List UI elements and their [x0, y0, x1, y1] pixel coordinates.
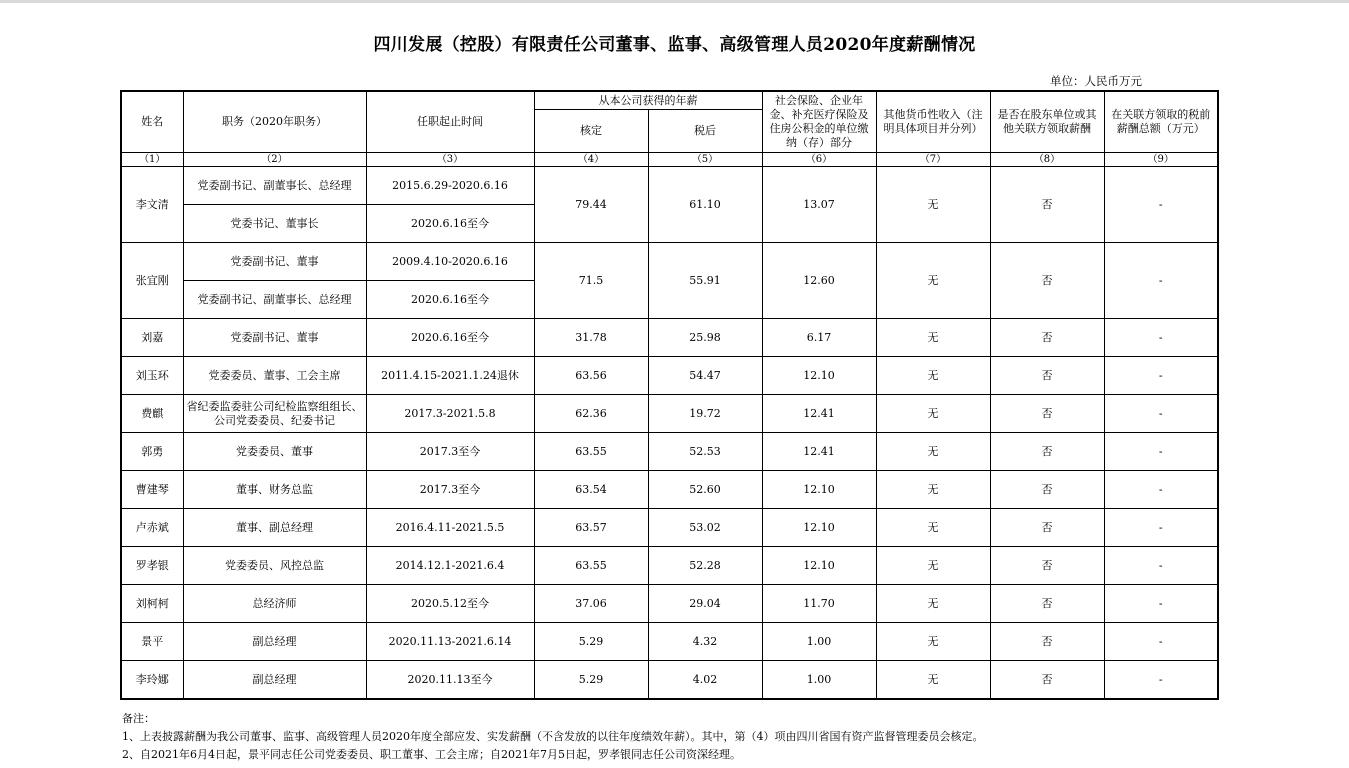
- notes: [122, 710, 1322, 764]
- term-cell: 2015.6.29-2020.6.16: [366, 167, 534, 205]
- social-cell: 12.10: [762, 547, 876, 585]
- term-cell: 2017.3-2021.5.8: [366, 395, 534, 433]
- other-income-cell: 无: [876, 585, 990, 623]
- page-title: 四川发展（控股）有限责任公司董事、监事、高级管理人员2020年度薪酬情况: [373, 35, 976, 55]
- social-cell: 1.00: [762, 661, 876, 700]
- related-pay-cell: -: [1104, 395, 1218, 433]
- related-pay-cell: -: [1104, 585, 1218, 623]
- notes-label: 备注：: [122, 712, 155, 725]
- position-cell: 党委委员、风控总监: [183, 547, 366, 585]
- header-related-pay: 在关联方领取的税前薪酬总额（万元）: [1104, 91, 1218, 153]
- header-shareholder-pay: 是否在股东单位或其他关联方领取薪酬: [990, 91, 1104, 153]
- term-cell: 2017.3至今: [366, 433, 534, 471]
- table-row: [121, 585, 1218, 623]
- after-tax-cell: 52.60: [648, 471, 762, 509]
- position-cell: 党委副书记、副董事长、总经理: [183, 167, 366, 205]
- related-pay-cell: -: [1104, 471, 1218, 509]
- name-cell: 李玲娜: [121, 661, 183, 700]
- index-cell: （3）: [366, 153, 534, 167]
- social-cell: 12.10: [762, 509, 876, 547]
- after-tax-cell: 52.28: [648, 547, 762, 585]
- shareholder-pay-cell: 否: [990, 167, 1104, 243]
- after-tax-cell: 4.32: [648, 623, 762, 661]
- header-name: 姓名: [121, 91, 183, 153]
- note-item-1: 1、上表披露薪酬为我公司董事、监事、高级管理人员2020年度全部应发、实发薪酬（不含发放的以往年度绩效年薪）。其中，第（4）项由四川省国有资产监督管理委员会核定。: [122, 730, 984, 743]
- position-cell: 党委委员、董事、工会主席: [183, 357, 366, 395]
- table-row: [121, 395, 1218, 433]
- other-income-cell: 无: [876, 661, 990, 700]
- shareholder-pay-cell: 否: [990, 471, 1104, 509]
- term-cell: 2020.6.16至今: [366, 205, 534, 243]
- position-cell: 董事、财务总监: [183, 471, 366, 509]
- other-income-cell: 无: [876, 243, 990, 319]
- after-tax-cell: 19.72: [648, 395, 762, 433]
- position-cell: 总经济师: [183, 585, 366, 623]
- name-cell: 景平: [121, 623, 183, 661]
- name-cell: 刘柯柯: [121, 585, 183, 623]
- term-cell: 2020.6.16至今: [366, 319, 534, 357]
- header-after-tax: 税后: [648, 110, 762, 153]
- other-income-cell: 无: [876, 509, 990, 547]
- index-cell: （9）: [1104, 153, 1218, 167]
- related-pay-cell: -: [1104, 547, 1218, 585]
- unit-label: 单位：人民币万元: [1050, 74, 1142, 88]
- after-tax-cell: 61.10: [648, 167, 762, 243]
- position-cell: 副总经理: [183, 661, 366, 700]
- top-border: [0, 0, 1349, 3]
- header-term: 任职起止时间: [366, 91, 534, 153]
- social-cell: 6.17: [762, 319, 876, 357]
- name-cell: 费麒: [121, 395, 183, 433]
- after-tax-cell: 4.02: [648, 661, 762, 700]
- approved-cell: 63.55: [534, 547, 648, 585]
- related-pay-cell: -: [1104, 623, 1218, 661]
- index-cell: （5）: [648, 153, 762, 167]
- social-cell: 11.70: [762, 585, 876, 623]
- term-cell: 2009.4.10-2020.6.16: [366, 243, 534, 281]
- related-pay-cell: -: [1104, 661, 1218, 700]
- related-pay-cell: -: [1104, 509, 1218, 547]
- position-cell: 党委委员、董事: [183, 433, 366, 471]
- other-income-cell: 无: [876, 167, 990, 243]
- after-tax-cell: 29.04: [648, 585, 762, 623]
- table-row: [121, 433, 1218, 471]
- shareholder-pay-cell: 否: [990, 433, 1104, 471]
- index-cell: （2）: [183, 153, 366, 167]
- social-cell: 12.60: [762, 243, 876, 319]
- position-cell: 省纪委监委驻公司纪检监察组组长、公司党委委员、纪委书记: [183, 395, 366, 433]
- other-income-cell: 无: [876, 623, 990, 661]
- approved-cell: 37.06: [534, 585, 648, 623]
- header-approved: 核定: [534, 110, 648, 153]
- after-tax-cell: 25.98: [648, 319, 762, 357]
- shareholder-pay-cell: 否: [990, 319, 1104, 357]
- shareholder-pay-cell: 否: [990, 547, 1104, 585]
- approved-cell: 63.55: [534, 433, 648, 471]
- after-tax-cell: 55.91: [648, 243, 762, 319]
- header-other-income: 其他货币性收入（注明具体项目并分列）: [876, 91, 990, 153]
- other-income-cell: 无: [876, 547, 990, 585]
- related-pay-cell: -: [1104, 319, 1218, 357]
- name-cell: 刘嘉: [121, 319, 183, 357]
- shareholder-pay-cell: 否: [990, 509, 1104, 547]
- position-cell: 党委副书记、董事: [183, 243, 366, 281]
- after-tax-cell: 52.53: [648, 433, 762, 471]
- position-cell: 党委副书记、副董事长、总经理: [183, 281, 366, 319]
- index-cell: （4）: [534, 153, 648, 167]
- position-cell: 党委书记、董事长: [183, 205, 366, 243]
- note-item-2: 2、自2021年6月4日起，景平同志任公司党委委员、职工董事、工会主席；自2021年7月5日起，罗孝银同志任公司资深经理。: [122, 748, 741, 761]
- other-income-cell: 无: [876, 357, 990, 395]
- table-row: [121, 661, 1218, 700]
- approved-cell: 79.44: [534, 167, 648, 243]
- social-cell: 1.00: [762, 623, 876, 661]
- term-cell: 2014.12.1-2021.6.4: [366, 547, 534, 585]
- table-row: [121, 167, 1218, 205]
- approved-cell: 63.54: [534, 471, 648, 509]
- term-cell: 2020.6.16至今: [366, 281, 534, 319]
- index-row: [121, 153, 1218, 167]
- shareholder-pay-cell: 否: [990, 585, 1104, 623]
- related-pay-cell: -: [1104, 357, 1218, 395]
- name-cell: 卢赤斌: [121, 509, 183, 547]
- table-row: [121, 471, 1218, 509]
- name-cell: 李文清: [121, 167, 183, 243]
- table-row: [121, 509, 1218, 547]
- header-position: 职务（2020年职务）: [183, 91, 366, 153]
- name-cell: 张宜刚: [121, 243, 183, 319]
- term-cell: 2020.11.13-2021.6.14: [366, 623, 534, 661]
- name-cell: 曹建琴: [121, 471, 183, 509]
- term-cell: 2020.11.13至今: [366, 661, 534, 700]
- related-pay-cell: -: [1104, 433, 1218, 471]
- approved-cell: 31.78: [534, 319, 648, 357]
- index-cell: （8）: [990, 153, 1104, 167]
- table-row: [121, 623, 1218, 661]
- position-cell: 党委副书记、董事: [183, 319, 366, 357]
- after-tax-cell: 53.02: [648, 509, 762, 547]
- salary-table: [120, 90, 1219, 700]
- shareholder-pay-cell: 否: [990, 357, 1104, 395]
- related-pay-cell: -: [1104, 243, 1218, 319]
- index-cell: （6）: [762, 153, 876, 167]
- approved-cell: 63.56: [534, 357, 648, 395]
- table-row: [121, 357, 1218, 395]
- approved-cell: 63.57: [534, 509, 648, 547]
- index-cell: （7）: [876, 153, 990, 167]
- approved-cell: 62.36: [534, 395, 648, 433]
- header-annual-pay: 从本公司获得的年薪: [534, 91, 762, 110]
- after-tax-cell: 54.47: [648, 357, 762, 395]
- position-cell: 董事、副总经理: [183, 509, 366, 547]
- shareholder-pay-cell: 否: [990, 395, 1104, 433]
- social-cell: 12.10: [762, 357, 876, 395]
- social-cell: 13.07: [762, 167, 876, 243]
- name-cell: 罗孝银: [121, 547, 183, 585]
- term-cell: 2017.3至今: [366, 471, 534, 509]
- approved-cell: 71.5: [534, 243, 648, 319]
- approved-cell: 5.29: [534, 661, 648, 700]
- term-cell: 2016.4.11-2021.5.5: [366, 509, 534, 547]
- shareholder-pay-cell: 否: [990, 623, 1104, 661]
- other-income-cell: 无: [876, 319, 990, 357]
- table-row: [121, 319, 1218, 357]
- other-income-cell: 无: [876, 471, 990, 509]
- shareholder-pay-cell: 否: [990, 661, 1104, 700]
- name-cell: 郭勇: [121, 433, 183, 471]
- social-cell: 12.41: [762, 395, 876, 433]
- related-pay-cell: -: [1104, 167, 1218, 243]
- name-cell: 刘玉环: [121, 357, 183, 395]
- shareholder-pay-cell: 否: [990, 243, 1104, 319]
- table-row: [121, 243, 1218, 281]
- approved-cell: 5.29: [534, 623, 648, 661]
- other-income-cell: 无: [876, 395, 990, 433]
- term-cell: 2011.4.15-2021.1.24退休: [366, 357, 534, 395]
- social-cell: 12.10: [762, 471, 876, 509]
- position-cell: 副总经理: [183, 623, 366, 661]
- table-row: [121, 547, 1218, 585]
- header-social: 社会保险、企业年金、补充医疗保险及住房公积金的单位缴纳（存）部分: [762, 91, 876, 153]
- term-cell: 2020.5.12至今: [366, 585, 534, 623]
- other-income-cell: 无: [876, 433, 990, 471]
- social-cell: 12.41: [762, 433, 876, 471]
- index-cell: （1）: [121, 153, 183, 167]
